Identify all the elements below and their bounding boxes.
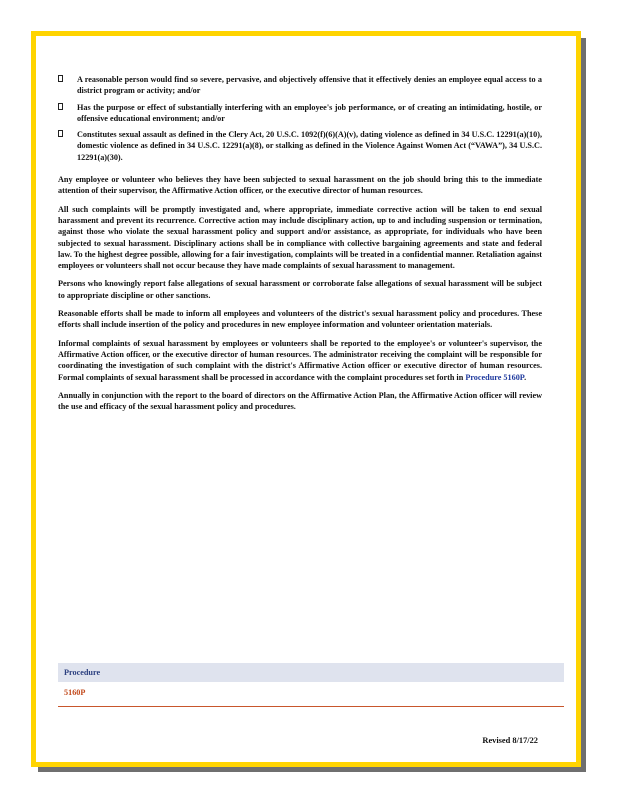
- revised-date: Revised 8/17/22: [482, 736, 538, 745]
- paragraph-inform-employees: Reasonable efforts shall be made to inform all employees and volunteers of the district's sexual harassment policy and procedures. These efforts shall include insertion of the policy and procedures in new employee information and volunteer orientation materials.: [58, 309, 542, 330]
- bullet-list: [58, 74, 542, 163]
- paragraph-investigation: All such complaints will be promptly investigated and, where appropriate, immediate corrective action will be taken to end sexual harassment and prevent its recurrence. Corrective action may include disciplinary action, up to and including suspension or termination, against those who violate the sexual harassment policy and support and/or assistance, as appropriate, for individuals who have been subjected to sexual harassment. Disciplinary actions shall be in compliance with collective bargaining agreements and state and federal law. To the highest degree possible, allowing for a fair investigation, complaints will be treated in a confidential manner. Retaliation against employees or volunteers shall not occur because they have made complaints of sexual harassment to management.: [58, 204, 542, 271]
- paragraph-complaints: [58, 338, 542, 383]
- document-page: [31, 31, 581, 767]
- bullet-box-icon: [58, 130, 63, 137]
- paragraph-false-allegations: Persons who knowingly report false allegations of sexual harassment or corroborate false allegations of sexual harassment will be subject to appropriate discipline or other sanctions.: [58, 279, 542, 300]
- bullet-box-icon: [58, 75, 63, 82]
- bullet-box-icon: [58, 103, 63, 110]
- procedure-link[interactable]: Procedure 5160P: [465, 372, 525, 382]
- bullet-text: Constitutes sexual assault as defined in the Clery Act, 20 U.S.C. 1092(f)(6)(A)(v), dating violence as defined in 34 U.S.C. 12291(a)(10), domestic violence as defined in 34 U.S.C. 12291(a)(8), or stalking as defined in the Violence Against Women Act (“VAWA”), 34 U.S.C. 12291(a)(30).: [77, 130, 542, 162]
- procedure-header: Procedure: [58, 663, 564, 682]
- document-body: [58, 74, 542, 419]
- paragraph-complaints-text: Informal complaints of sexual harassment by employees or volunteers shall be reported to the employee's or volunteer's supervisor, the Affirmative Action officer, or the executive director of human resources. The administrator receiving the complaint will be responsible for coordinating the investigation of such complaint with the district's Affirmative Action officer or executive director of human resources. Formal complaints of sexual harassment shall be processed in accordance with the complaint procedures set forth in: [58, 338, 542, 382]
- bullet-text: A reasonable person would find so severe, pervasive, and objectively offensive that it effectively denies an employee equal access to a district program or activity; and/or: [77, 75, 542, 96]
- procedure-item-link[interactable]: 5160P: [64, 688, 86, 697]
- paragraph-complaints-end: .: [524, 372, 527, 382]
- list-item: [58, 74, 542, 97]
- list-item: [58, 129, 542, 163]
- paragraph-reporting: Any employee or volunteer who believes they have been subjected to sexual harassment on the job should bring this to the immediate attention of their supervisor, the Affirmative Action officer, or the executive director of human resources.: [58, 175, 542, 196]
- list-item: [58, 102, 542, 125]
- procedure-divider: [58, 706, 564, 707]
- paragraph-annual-review: Annually in conjunction with the report to the board of directors on the Affirmative Action Plan, the Affirmative Action officer will review the use and efficacy of the sexual harassment policy and procedures.: [58, 390, 542, 412]
- bullet-text: Has the purpose or effect of substantially interfering with an employee's job performance, or of creating an intimidating, hostile, or offensive educational environment; and/or: [77, 102, 542, 123]
